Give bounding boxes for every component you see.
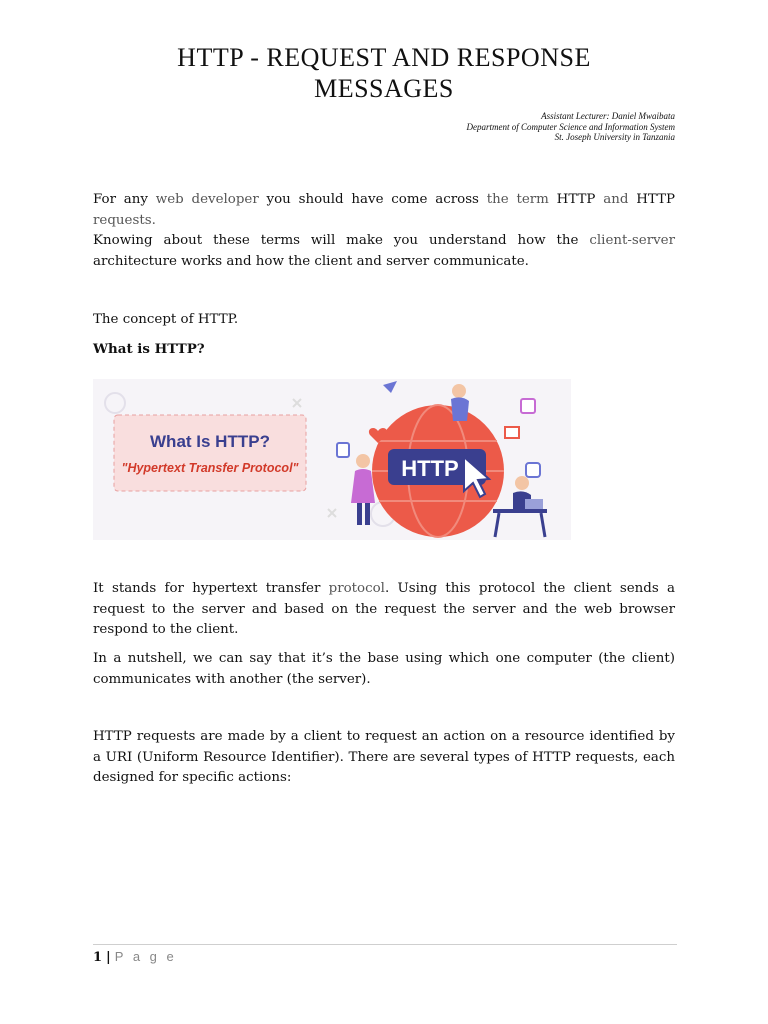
web-developer-link[interactable]: web developer (155, 192, 259, 207)
music-icon (337, 443, 349, 457)
intro-text: Knowing about these terms will make you understand how the (93, 233, 590, 248)
person-left-head (356, 454, 370, 468)
intro-text: requests. (93, 212, 156, 228)
intro-paragraph (93, 190, 675, 272)
intro-text: the term (486, 192, 549, 207)
affiliation-university: St. Joseph University in Tanzania (554, 132, 675, 142)
page-label: P a g e (114, 949, 177, 964)
intro-line-2 (93, 231, 675, 272)
rss-icon (526, 463, 540, 477)
document-title (0, 42, 768, 104)
banner-subheading: "Hypertext Transfer Protocol" (121, 461, 299, 475)
client-server-link[interactable]: client-server (589, 233, 675, 248)
intro-text: For any (93, 192, 156, 207)
footer-separator: | (106, 950, 111, 965)
author-affiliation (467, 111, 675, 143)
person-right-head (515, 476, 529, 490)
send-icon (383, 381, 397, 393)
requests-paragraph: HTTP requests are made by a client to request an action on a resource identified by a URI (Uniform Resource Identifier). There are several types of HTTP requests, each designed for specific actions: (93, 729, 675, 785)
image-icon (521, 399, 535, 413)
banner-heading: What Is HTTP? (150, 432, 270, 451)
protocol-link[interactable]: protocol (328, 581, 385, 596)
mail-icon (505, 427, 519, 438)
concept-line: The concept of HTTP. (93, 312, 239, 327)
stands-text: It stands for hypertext transfer (93, 581, 329, 596)
person-top-head (452, 384, 466, 398)
intro-text: you should have come across (258, 192, 487, 207)
banner-callout (114, 415, 306, 491)
stands-text: . Using this protocol the client sends a request to the server and based on the request the server and the web browser respond to the client. (93, 581, 675, 637)
http-banner-image (93, 379, 571, 540)
affiliation-author: Assistant Lecturer: Daniel Mwaibata (541, 111, 675, 121)
stands-paragraph (93, 579, 675, 641)
intro-line-1 (93, 190, 675, 231)
page-number: 1 (93, 950, 103, 965)
laptop (525, 499, 543, 509)
title-line-2: MESSAGES (314, 74, 454, 103)
intro-text: HTTP (628, 192, 676, 207)
nutshell-paragraph: In a nutshell, we can say that it’s the base using which one computer (the client) communicates with another (the server). (93, 651, 675, 687)
page-footer (93, 948, 177, 967)
footer-divider (93, 944, 677, 945)
intro-text: HTTP (548, 192, 604, 207)
http-badge-text: HTTP (401, 456, 459, 481)
intro-text: architecture works and how the client and server communicate. (93, 253, 529, 269)
title-line-1: HTTP - REQUEST AND RESPONSE (177, 43, 591, 72)
intro-text: and (603, 192, 629, 207)
desk (493, 509, 547, 513)
section-heading: What is HTTP? (93, 341, 205, 357)
affiliation-department: Department of Computer Science and Information System (466, 121, 675, 132)
http-illustration (93, 379, 571, 540)
